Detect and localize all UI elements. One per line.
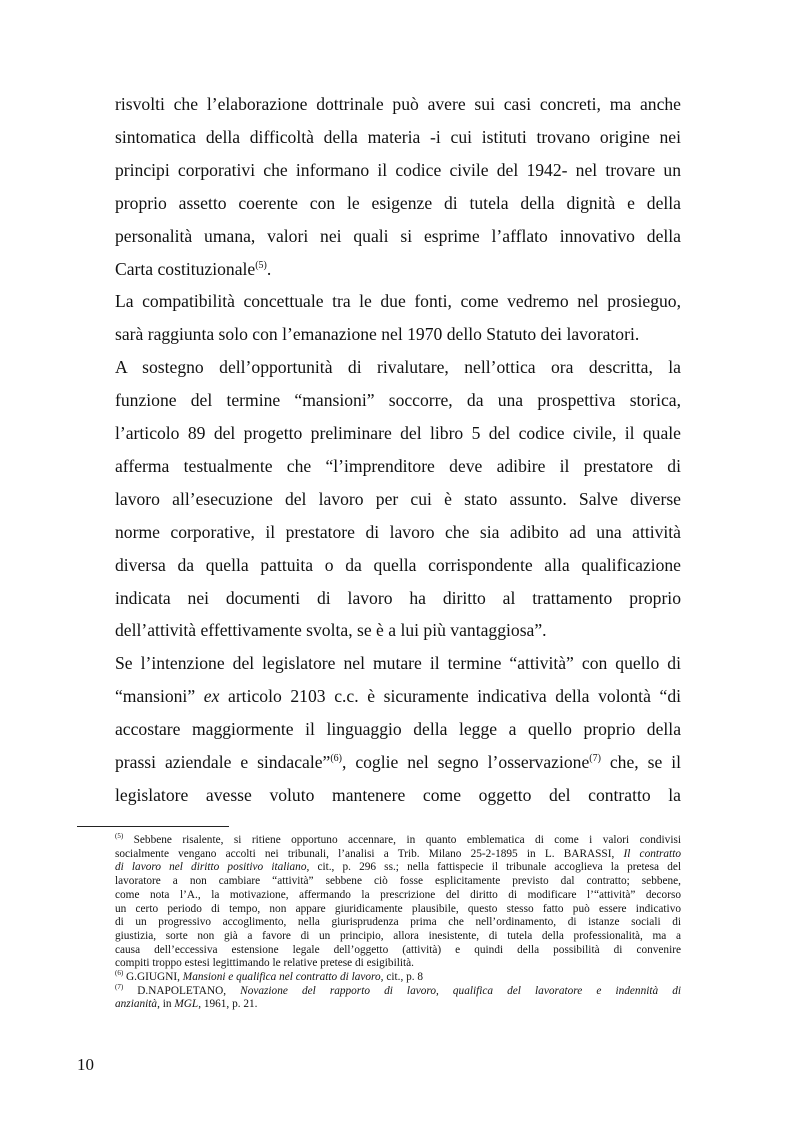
footnote-line bbox=[115, 874, 681, 888]
line-text: Carta costituzionale bbox=[115, 258, 256, 279]
line-text: proprio assetto coerente con le esigenze di tutela della dignità e della bbox=[115, 192, 681, 213]
line-text: l’articolo 89 del progetto preliminare del libro 5 del codice civile, il quale bbox=[115, 423, 681, 443]
line-text: “mansioni” bbox=[115, 686, 204, 707]
footnote-number: (6) bbox=[115, 969, 124, 977]
footnote-number: (7) bbox=[115, 982, 124, 991]
footnote-line bbox=[115, 902, 681, 916]
body-line bbox=[115, 126, 681, 148]
footnote-italic: Mansioni e qualifica nel contratto di lavoro, bbox=[182, 971, 384, 983]
body-line bbox=[115, 488, 681, 510]
body-line bbox=[115, 225, 681, 247]
footnote-text: giustizia, sorte non già a favore di un principio, allora inesistente, di tutela della professionalità, ma a bbox=[115, 929, 681, 942]
line-text: . bbox=[266, 258, 272, 279]
line-text: Se l’intenzione del legislatore nel mutare il termine “attività” con quello di bbox=[115, 653, 681, 674]
footnote-text: , 1961, p. 21. bbox=[198, 998, 258, 1011]
line-text: , coglie nel segno l’osservazione bbox=[342, 752, 590, 772]
footnote-line bbox=[115, 888, 681, 902]
line-text: A sostegno dell’opportunità di rivalutare, nell’ottica ora descritta, la bbox=[115, 357, 681, 378]
line-text: legislatore avesse voluto mantenere come oggetto del contratto la bbox=[115, 784, 681, 805]
body-line bbox=[115, 619, 681, 641]
body-line bbox=[115, 455, 681, 477]
body-line bbox=[115, 258, 681, 280]
footnote-line bbox=[115, 970, 681, 984]
footnote-text: Sebbene risalente, si ritiene opportuno accennare, in quanto emblematica di come i valori condivisi bbox=[123, 834, 681, 846]
footnote-text: cit., p. 8 bbox=[383, 971, 424, 983]
footnote-line bbox=[115, 997, 681, 1011]
line-text: che, se il bbox=[600, 752, 681, 772]
line-text: dell’attività effettivamente svolta, se è a lui più vantaggiosa”. bbox=[115, 620, 547, 641]
body-line bbox=[115, 521, 681, 543]
body-line bbox=[115, 159, 681, 181]
body-line bbox=[115, 192, 681, 214]
footnote-text: lavoratore a non cambiare “attività” sebbene ciò fosse esplicitamente previsto dal contratto; sebbene, bbox=[115, 875, 681, 888]
footnote-text: socialmente vengano accolti nei tribunali, l’analisi a Trib. Milano 25-2-1895 in L. BARASSI, bbox=[115, 847, 624, 860]
footnote-italic: di lavoro nel diritto positivo italiano, bbox=[115, 861, 310, 874]
body-line bbox=[115, 93, 681, 115]
line-text: indicata nei documenti di lavoro ha diritto al trattamento proprio bbox=[115, 587, 681, 608]
footnote-text: un certo periodo di tempo, non appare giuridicamente plausibile, questo stesso fatto può essere indicativo bbox=[115, 902, 681, 915]
body-line bbox=[115, 652, 681, 674]
footnote-number: (5) bbox=[115, 832, 124, 840]
footnote-text: , in bbox=[157, 998, 175, 1011]
line-text: personalità umana, valori nei quali si esprime l’afflato innovativo della bbox=[115, 225, 681, 246]
footnote-line bbox=[115, 833, 681, 847]
line-text: funzione del termine “mansioni” soccorre, da una prospettiva storica, bbox=[115, 390, 681, 411]
body-line bbox=[115, 389, 681, 411]
footnote-italic: Il contratto bbox=[623, 847, 681, 860]
body-line bbox=[115, 290, 681, 312]
line-text: La compatibilità concettuale tra le due fonti, come vedremo nel prosieguo, bbox=[115, 291, 681, 312]
footnote-italic: Novazione del rapporto di lavoro, qualifica del lavoratore e indennità di bbox=[240, 984, 682, 997]
footnote-line bbox=[115, 860, 681, 874]
footnote-ref: (5) bbox=[255, 259, 267, 271]
footnote-text: come nota l’A., la motivazione, affermando la prescrizione del diritto di modificare l’“attività” decorso bbox=[115, 888, 681, 901]
line-text: sarà raggiunta solo con l’emanazione nel 1970 dello Statuto dei lavoratori. bbox=[115, 324, 640, 345]
body-line bbox=[115, 323, 681, 345]
line-text: accostare maggiormente il linguaggio della legge a quello proprio della bbox=[115, 719, 681, 740]
line-text: sintomatica della difficoltà della materia -i cui istituti trovano origine nei bbox=[115, 126, 681, 147]
footnote-separator bbox=[77, 826, 229, 827]
footnote-line bbox=[115, 984, 681, 998]
footnote-text: compiti troppo estesi legittimando le relative pretese di esigibilità. bbox=[115, 957, 414, 970]
footnote-line bbox=[115, 847, 681, 861]
footnote-italic: MGL bbox=[174, 998, 199, 1011]
line-text: afferma testualmente che “l’imprenditore deve adibire il prestatore di bbox=[115, 455, 681, 476]
page-number: 10 bbox=[77, 1055, 94, 1074]
footnote-ref: (7) bbox=[589, 753, 601, 764]
footnote-text: causa dell’eccessiva estensione legale dell’oggetto (attività) e quindi della possibilità di convenire bbox=[115, 943, 681, 956]
body-line bbox=[115, 422, 681, 444]
footnote-italic: anzianità bbox=[115, 998, 158, 1011]
line-text: norme corporative, il prestatore di lavoro che sia adibito ad una attività bbox=[115, 521, 681, 542]
italic-text: ex bbox=[203, 686, 220, 707]
line-text: diversa da quella pattuita o da quella corrispondente alla qualificazione bbox=[115, 554, 681, 575]
footnote-line bbox=[115, 929, 681, 943]
line-text: risvolti che l’elaborazione dottrinale può avere sui casi concreti, ma anche bbox=[115, 94, 681, 114]
line-text: principi corporativi che informano il codice civile del 1942- nel trovare un bbox=[115, 159, 681, 180]
footnote-text: G.GIUGNI, bbox=[123, 971, 183, 983]
body-line bbox=[115, 554, 681, 576]
footnote-line bbox=[115, 943, 681, 957]
footnote-line bbox=[115, 915, 681, 929]
line-text: articolo 2103 c.c. è sicuramente indicativa della volontà “di bbox=[219, 686, 681, 707]
body-line bbox=[115, 685, 681, 707]
body-line bbox=[115, 751, 681, 773]
footnote-line bbox=[115, 956, 681, 970]
footnote-text: cit., p. 296 ss.; nella fattispecie il tribunale accoglieva la pretesa del bbox=[309, 861, 682, 874]
footnote-text: D.NAPOLETANO, bbox=[123, 984, 241, 997]
body-line bbox=[115, 718, 681, 740]
body-line bbox=[115, 356, 681, 378]
line-text: prassi aziendale e sindacale” bbox=[115, 752, 331, 772]
line-text: lavoro all’esecuzione del lavoro per cui è stato assunto. Salve diverse bbox=[115, 488, 681, 509]
body-line bbox=[115, 587, 681, 609]
footnote-ref: (6) bbox=[330, 753, 342, 764]
footnote-text: di un progressivo accoglimento, nella giurisprudenza prima che nell’ordinamento, di istanze sociali di bbox=[115, 916, 681, 929]
body-line bbox=[115, 784, 681, 806]
